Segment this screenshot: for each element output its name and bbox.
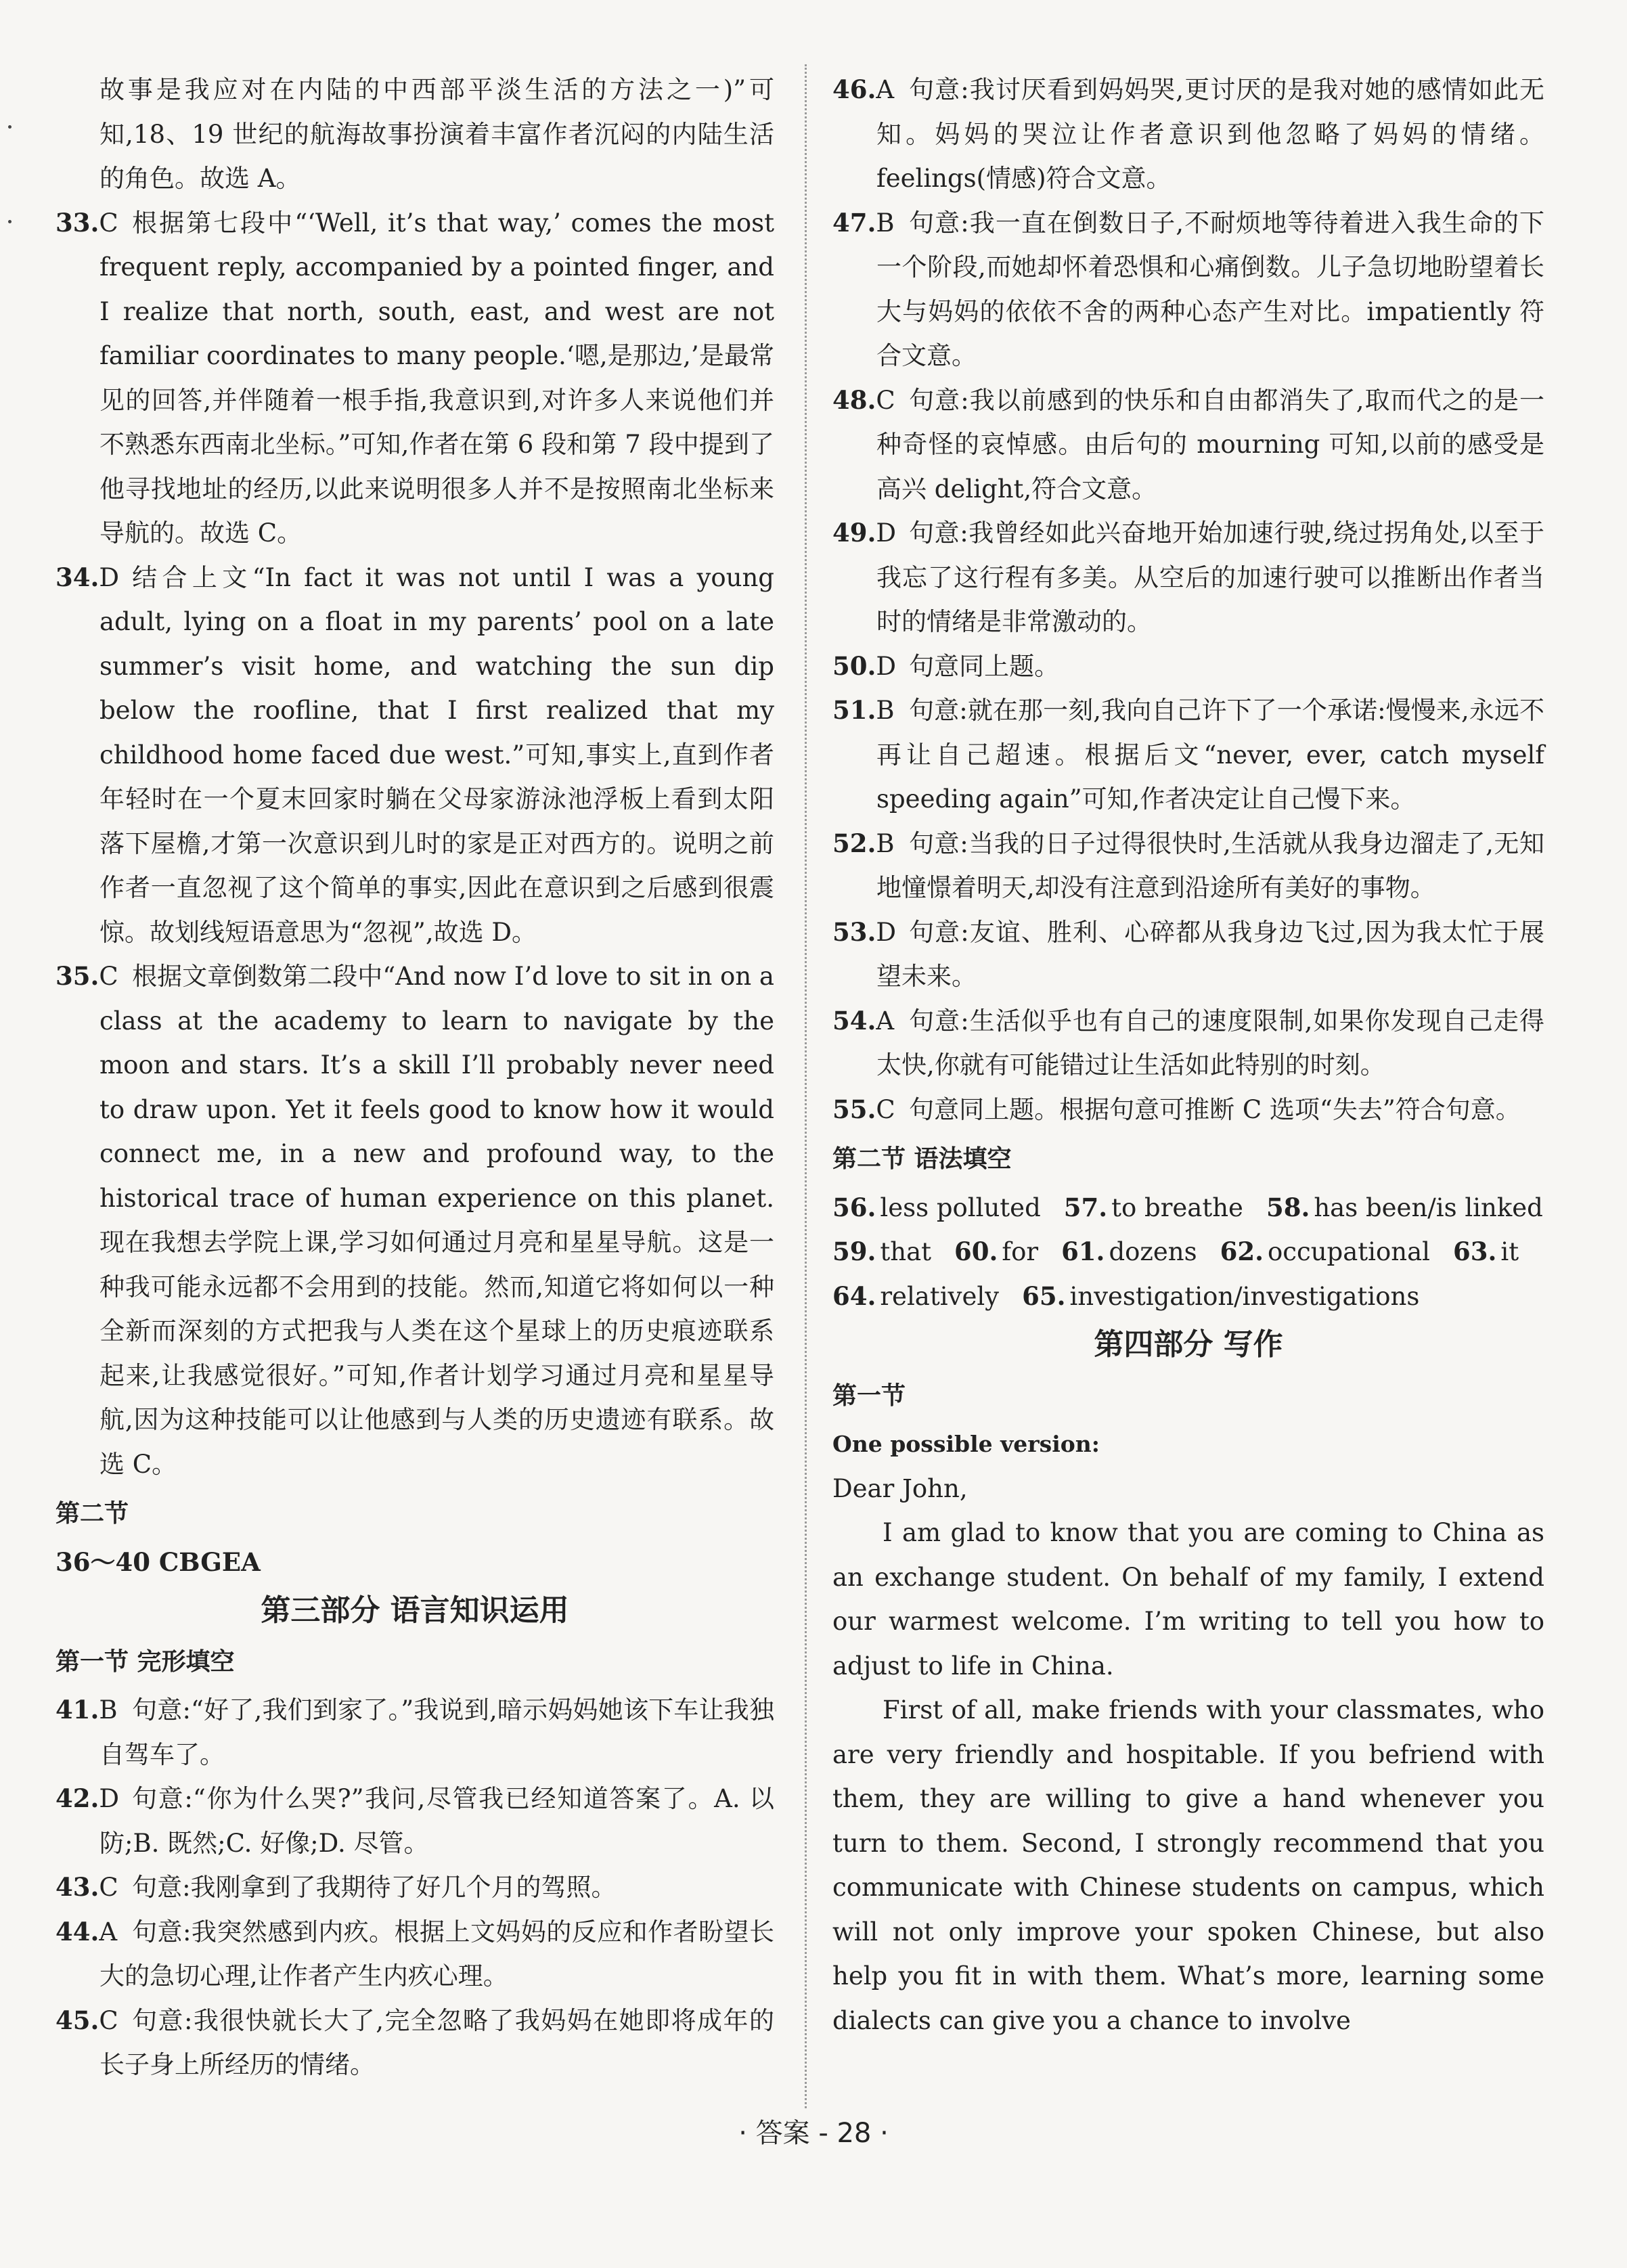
q32-continuation: 故事是我应对在内陆的中西部平淡生活的方法之一)”可知,18、19 世纪的航海故事扮演着丰富作者沉闷的内陆生活的角色。故选 A。 [99,75,774,193]
explanation-text: 句意同上题。根据句意可推断 C 选项“失去”符合句意。 [909,1094,1521,1124]
question-num: 54. [832,1005,876,1036]
scan-dot-1 [8,125,12,129]
question-num: 50. [832,650,876,681]
answer-item [832,822,1544,910]
question-num: 47. [832,207,876,238]
grammar-question-number: 60. [954,1237,998,1266]
explanation-text: 句意:“好了,我们到家了。”我说到,暗示妈妈她该下车让我独自驾车了。 [99,1695,774,1769]
question-num: 41. [55,1695,99,1725]
explanation-text: 句意:我讨厌看到妈妈哭,更讨厌的是我对她的感情如此无知。妈妈的哭泣让作者意识到他忽略了妈妈的情绪。feelings(情感)符合文意。 [876,75,1544,193]
answer-item [832,511,1544,644]
column-divider [805,64,807,2108]
answer-item [55,1999,774,2087]
answer-item [832,201,1544,378]
explanation-text: 句意:当我的日子过得很快时,生活就从我身边溜走了,无知地憧憬着明天,却没有注意到沿途所有美好的事物。 [876,828,1544,902]
page-number: · 答案 - 28 · [738,2118,889,2149]
question-number [832,688,895,733]
explanation-text: 结合上文“In fact it was not until I was a young adult, lying on a float in my parents’ pool on a late summer’s visit home, and watching the sun dip below the roofline, that I first realized that my childhood home faced due west.”可知,事实上,直到作者年轻时在一个夏末回家时躺在父母家游泳池浮板上看到太阳落下屋檐,才第一次意识到儿时的家是正对西方的。说明之前作者一直忽视了这个简单的事实,因此在意识到之后感到很震惊。故划线短语意思为“忽视”,故选 D。 [99,562,774,947]
answer-letter: C [99,962,118,991]
cloze-section-title: 第一节 完形填空 [55,1647,235,1676]
explanation-text: 句意:我一直在倒数日子,不耐烦地等待着进入我生命的下一个阶段,而她却怀着恐惧和心痛倒数。儿子急切地盼望着长大与妈妈的依依不舍的两种心态产生对比。impatiently 符合文意。 [876,208,1544,370]
answer-letter: B [876,696,895,725]
answer-letter: D [876,917,897,947]
left-answer-list-b [55,1688,774,2087]
part-4-title: 第四部分 写作 [1094,1327,1283,1362]
question-num: 52. [832,828,876,858]
grammar-answer: relatively [880,1281,1000,1311]
question-num: 53. [832,916,876,947]
answer-item [832,644,1544,689]
question-number [55,954,118,999]
grammar-answer: that [880,1237,932,1266]
grammar-answer: to breathe [1111,1193,1243,1222]
grammar-question-number: 64. [832,1281,876,1311]
question-number [55,1910,117,1955]
answer-letter: D [99,562,120,592]
question-number [55,556,119,600]
question-num: 48. [832,384,876,415]
answer-item [55,954,774,1486]
answer-letter: A [876,75,895,104]
answer-item [55,201,774,556]
grammar-question-number: 56. [832,1192,876,1222]
letter-paragraph-1: I am glad to know that you are coming to China as an exchange student. On behalf of my family, I extend our warmest welcome. I’m writing to tell you how to adjust to life in China. [832,1518,1544,1681]
question-number [832,910,896,955]
grammar-question-number: 61. [1061,1237,1105,1266]
writing-section-title: 第一节 [832,1381,906,1410]
question-num: 45. [55,2005,99,2035]
explanation-text: 句意:生活似乎也有自己的速度限制,如果你发现自己走得太快,你就有可能错过让生活如此特别的时刻。 [876,1006,1544,1080]
grammar-answer-line [832,1230,1544,1274]
question-number [832,822,895,866]
grammar-answer: it [1500,1237,1519,1266]
letter-paragraph-2: First of all, make friends with your classmates, who are very friendly and hospitable. If you befriend with them, they are willing to give a hand whenever you turn to them. Second, I strongly recommend that you communicate with Chinese students on campus, which will not only improve your spoken Chinese, but also help you fit in with them. What’s more, learning some dialects can give you a chance to involve [832,1695,1544,2035]
grammar-answer-line [832,1274,1544,1319]
question-number [55,1777,119,1821]
answer-item [55,556,774,955]
answer-letter: B [876,828,895,858]
answer-item [55,1688,774,1777]
question-num: 46. [832,74,876,104]
answer-item [832,68,1544,201]
question-num: 49. [832,518,876,548]
explanation-text: 句意:友谊、胜利、心碎都从我身边飞过,因为我太忙于展望未来。 [876,917,1544,991]
answer-item [832,910,1544,999]
version-label: One possible version: [832,1431,1100,1457]
answer-letter: D [876,651,897,681]
question-num: 42. [55,1783,99,1813]
grammar-question-number: 58. [1266,1192,1310,1222]
question-number [832,201,895,246]
grammar-question-number: 63. [1452,1237,1497,1266]
section-2-title: 第二节 [55,1500,129,1528]
answer-letter: C [876,385,895,415]
question-number [55,1999,118,2043]
explanation-text: 句意:“你为什么哭?”我问,尽管我已经知道答案了。A. 以防;B. 既然;C. 好像;D. 尽管。 [99,1784,774,1858]
grammar-section-title: 第二节 语法填空 [832,1145,1012,1173]
explanation-text: 根据第七段中“‘Well, it’s that way,’ comes the most frequent reply, accompanied by a pointed finger, and I realize that north, south, east, and west are not familiar coordinates to many people.‘嗯,是那边,’是最常见的回答,并伴随着一根手指,我意识到,对许多人来说他们并不熟悉东西南北坐标。”可知,作者在第 6 段和第 7 段中提到了他寻找地址的经历,以此来说明很多人并不是按照南北坐标来导航的。故选 C。 [99,208,774,548]
left-answer-list-a [55,201,774,1487]
grammar-answer: less polluted [880,1193,1041,1222]
answer-letter: B [876,208,895,238]
question-number [55,1688,118,1733]
answer-letter: B [99,1695,118,1725]
answer-letter: C [99,2005,118,2035]
question-number [832,999,894,1044]
explanation-text: 句意:我很快就长大了,完全忽略了我妈妈在她即将成年的长子身上所经历的情绪。 [99,2005,774,2079]
grammar-answer: for [1002,1237,1039,1266]
answer-item [55,1910,774,1999]
part-3-title: 第三部分 语言知识运用 [261,1593,569,1628]
grammar-question-number: 59. [832,1237,876,1266]
answer-item [55,1865,774,1910]
grammar-answer: occupational [1267,1237,1430,1266]
question-number [832,378,895,423]
answer-letter: D [876,518,897,548]
right-column [832,68,1544,2043]
section-2-answers: 36～40 CBGEA [55,1547,261,1577]
answer-letter: C [876,1094,895,1124]
left-column [55,68,774,2087]
grammar-answer: investigation/investigations [1069,1281,1420,1311]
question-num: 34. [55,562,99,592]
explanation-text: 句意:我刚拿到了我期待了好几个月的驾照。 [132,1873,617,1902]
grammar-answers [832,1186,1544,1319]
answer-letter: A [876,1006,895,1036]
answer-item [832,1088,1544,1132]
grammar-answer: dozens [1109,1237,1197,1266]
answer-letter: D [99,1784,120,1813]
explanation-text: 句意:我曾经如此兴奋地开始加速行驶,绕过拐角处,以至于我忘了这行程有多美。从空后的加速行驶可以推断出作者当时的情绪是非常激动的。 [876,518,1544,636]
grammar-answer: has been/is linked [1314,1193,1543,1222]
answer-item [832,378,1544,512]
question-number [832,511,896,556]
sample-letter [832,1422,1544,2043]
answer-letter: C [99,208,118,238]
explanation-text: 句意同上题。 [909,651,1060,681]
answer-letter: A [99,1917,118,1947]
explanation-text: 根据文章倒数第二段中“And now I’d love to sit in on a class at the academy to learn to navigate by the moon and stars. It’s a skill I’ll probably never need to draw upon. Yet it feels good to know how it would connect me, in a new and profound way, to the historical trace of human experience on this planet. 现在我想去学院上课,学习如何通过月亮和星星导航。这是一种我可能永远都不会用到的技能。然而,知道它将如何以一种全新而深刻的方式把我与人类在这个星球上的历史痕迹联系起来,让我感觉很好。”可知,作者计划学习通过月亮和星星导航,因为这种技能可以让他感到与人类的历史遗迹有联系。故选 C。 [99,962,774,1479]
right-answer-list [832,68,1544,1132]
question-num: 43. [55,1872,99,1902]
scan-dot-2 [8,220,12,223]
question-num: 55. [832,1094,876,1124]
grammar-question-number: 57. [1063,1192,1108,1222]
letter-salutation: Dear John, [832,1473,968,1503]
question-number [832,1088,895,1132]
grammar-question-number: 65. [1022,1281,1066,1311]
question-num: 51. [832,695,876,725]
question-num: 33. [55,207,99,238]
question-number [832,644,896,689]
question-number [55,1865,118,1910]
explanation-text: 句意:我以前感到的快乐和自由都消失了,取而代之的是一种奇怪的哀悼感。由后句的 mourning 可知,以前的感受是高兴 delight,符合文意。 [876,385,1544,504]
answer-letter: C [99,1873,118,1902]
question-num: 44. [55,1916,99,1947]
explanation-text: 句意:就在那一刻,我向自己许下了一个承诺:慢慢来,永远不再让自己超速。根据后文“never, ever, catch myself speeding again”可知,作者决定让自己慢下来。 [876,696,1544,814]
question-number [832,68,894,112]
grammar-question-number: 62. [1220,1237,1264,1266]
answer-item [832,688,1544,822]
grammar-answer-line [832,1186,1544,1230]
explanation-text: 句意:我突然感到内疚。根据上文妈妈的反应和作者盼望长大的急切心理,让作者产生内疚心理。 [99,1917,774,1991]
answer-item [832,999,1544,1088]
answer-item [55,1777,774,1865]
question-num: 35. [55,961,99,991]
question-number [55,201,118,246]
